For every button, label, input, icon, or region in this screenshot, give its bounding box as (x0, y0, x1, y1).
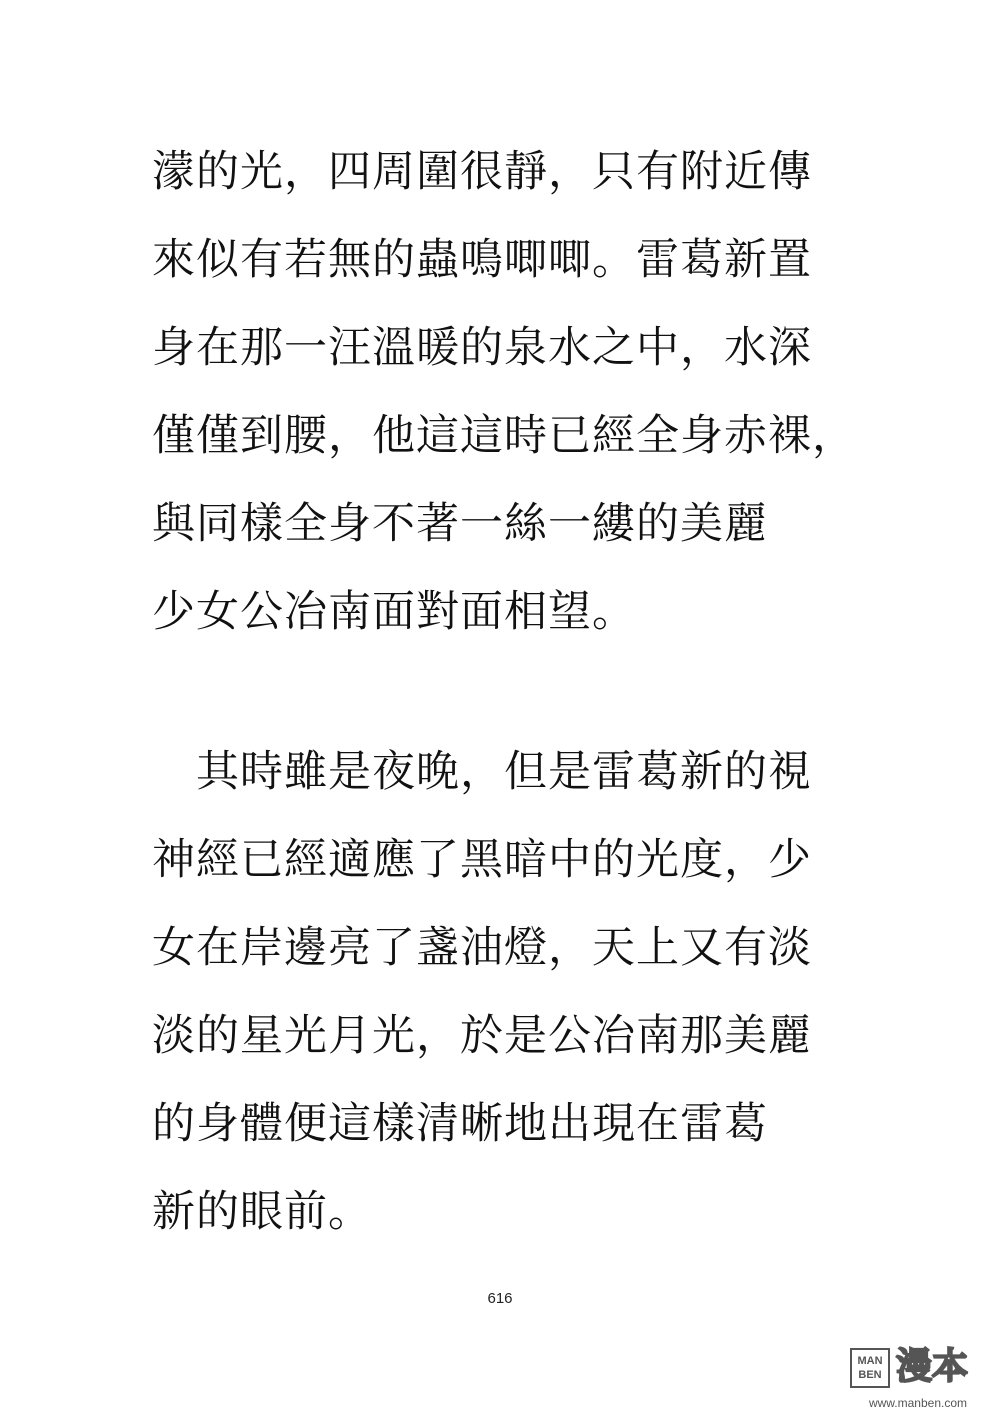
text-line: 僅僅到腰，他這這時已經全身赤裸， (152, 411, 856, 461)
text-line: 與同樣全身不著一絲一縷的美麗 (152, 499, 768, 549)
text-line: 淡的星光月光，於是公冶南那美麗 (152, 1011, 812, 1061)
page-number: 616 (487, 1290, 513, 1307)
logo-text-top: MAN (857, 1355, 883, 1367)
text-line: 來似有若無的蟲鳴唧唧。雷葛新置 (152, 235, 812, 285)
paragraph-2 (152, 728, 872, 1256)
text-line: 的身體便這樣清晰地出現在雷葛 (152, 1099, 768, 1149)
text-line: 其時雖是夜晚，但是雷葛新的視 (152, 747, 812, 797)
text-line: 女在岸邊亮了盞油燈，天上又有淡 (152, 923, 812, 973)
text-line: 神經已經適應了黑暗中的光度，少 (152, 835, 812, 885)
manben-logo-icon (850, 1348, 890, 1388)
text-line: 少女公冶南面對面相望。 (152, 587, 636, 637)
text-line: 身在那一汪溫暖的泉水之中，水深 (152, 323, 812, 373)
paragraph-1 (152, 128, 872, 656)
text-line: 新的眼前。 (152, 1187, 372, 1237)
text-line: 濛的光，四周圍很靜，只有附近傳 (152, 147, 812, 197)
logo-text-bottom: BEN (858, 1369, 882, 1381)
watermark-url: www.manben.com (868, 1396, 968, 1410)
watermark-brand: 漫本 (896, 1346, 969, 1387)
watermark (848, 1340, 988, 1410)
